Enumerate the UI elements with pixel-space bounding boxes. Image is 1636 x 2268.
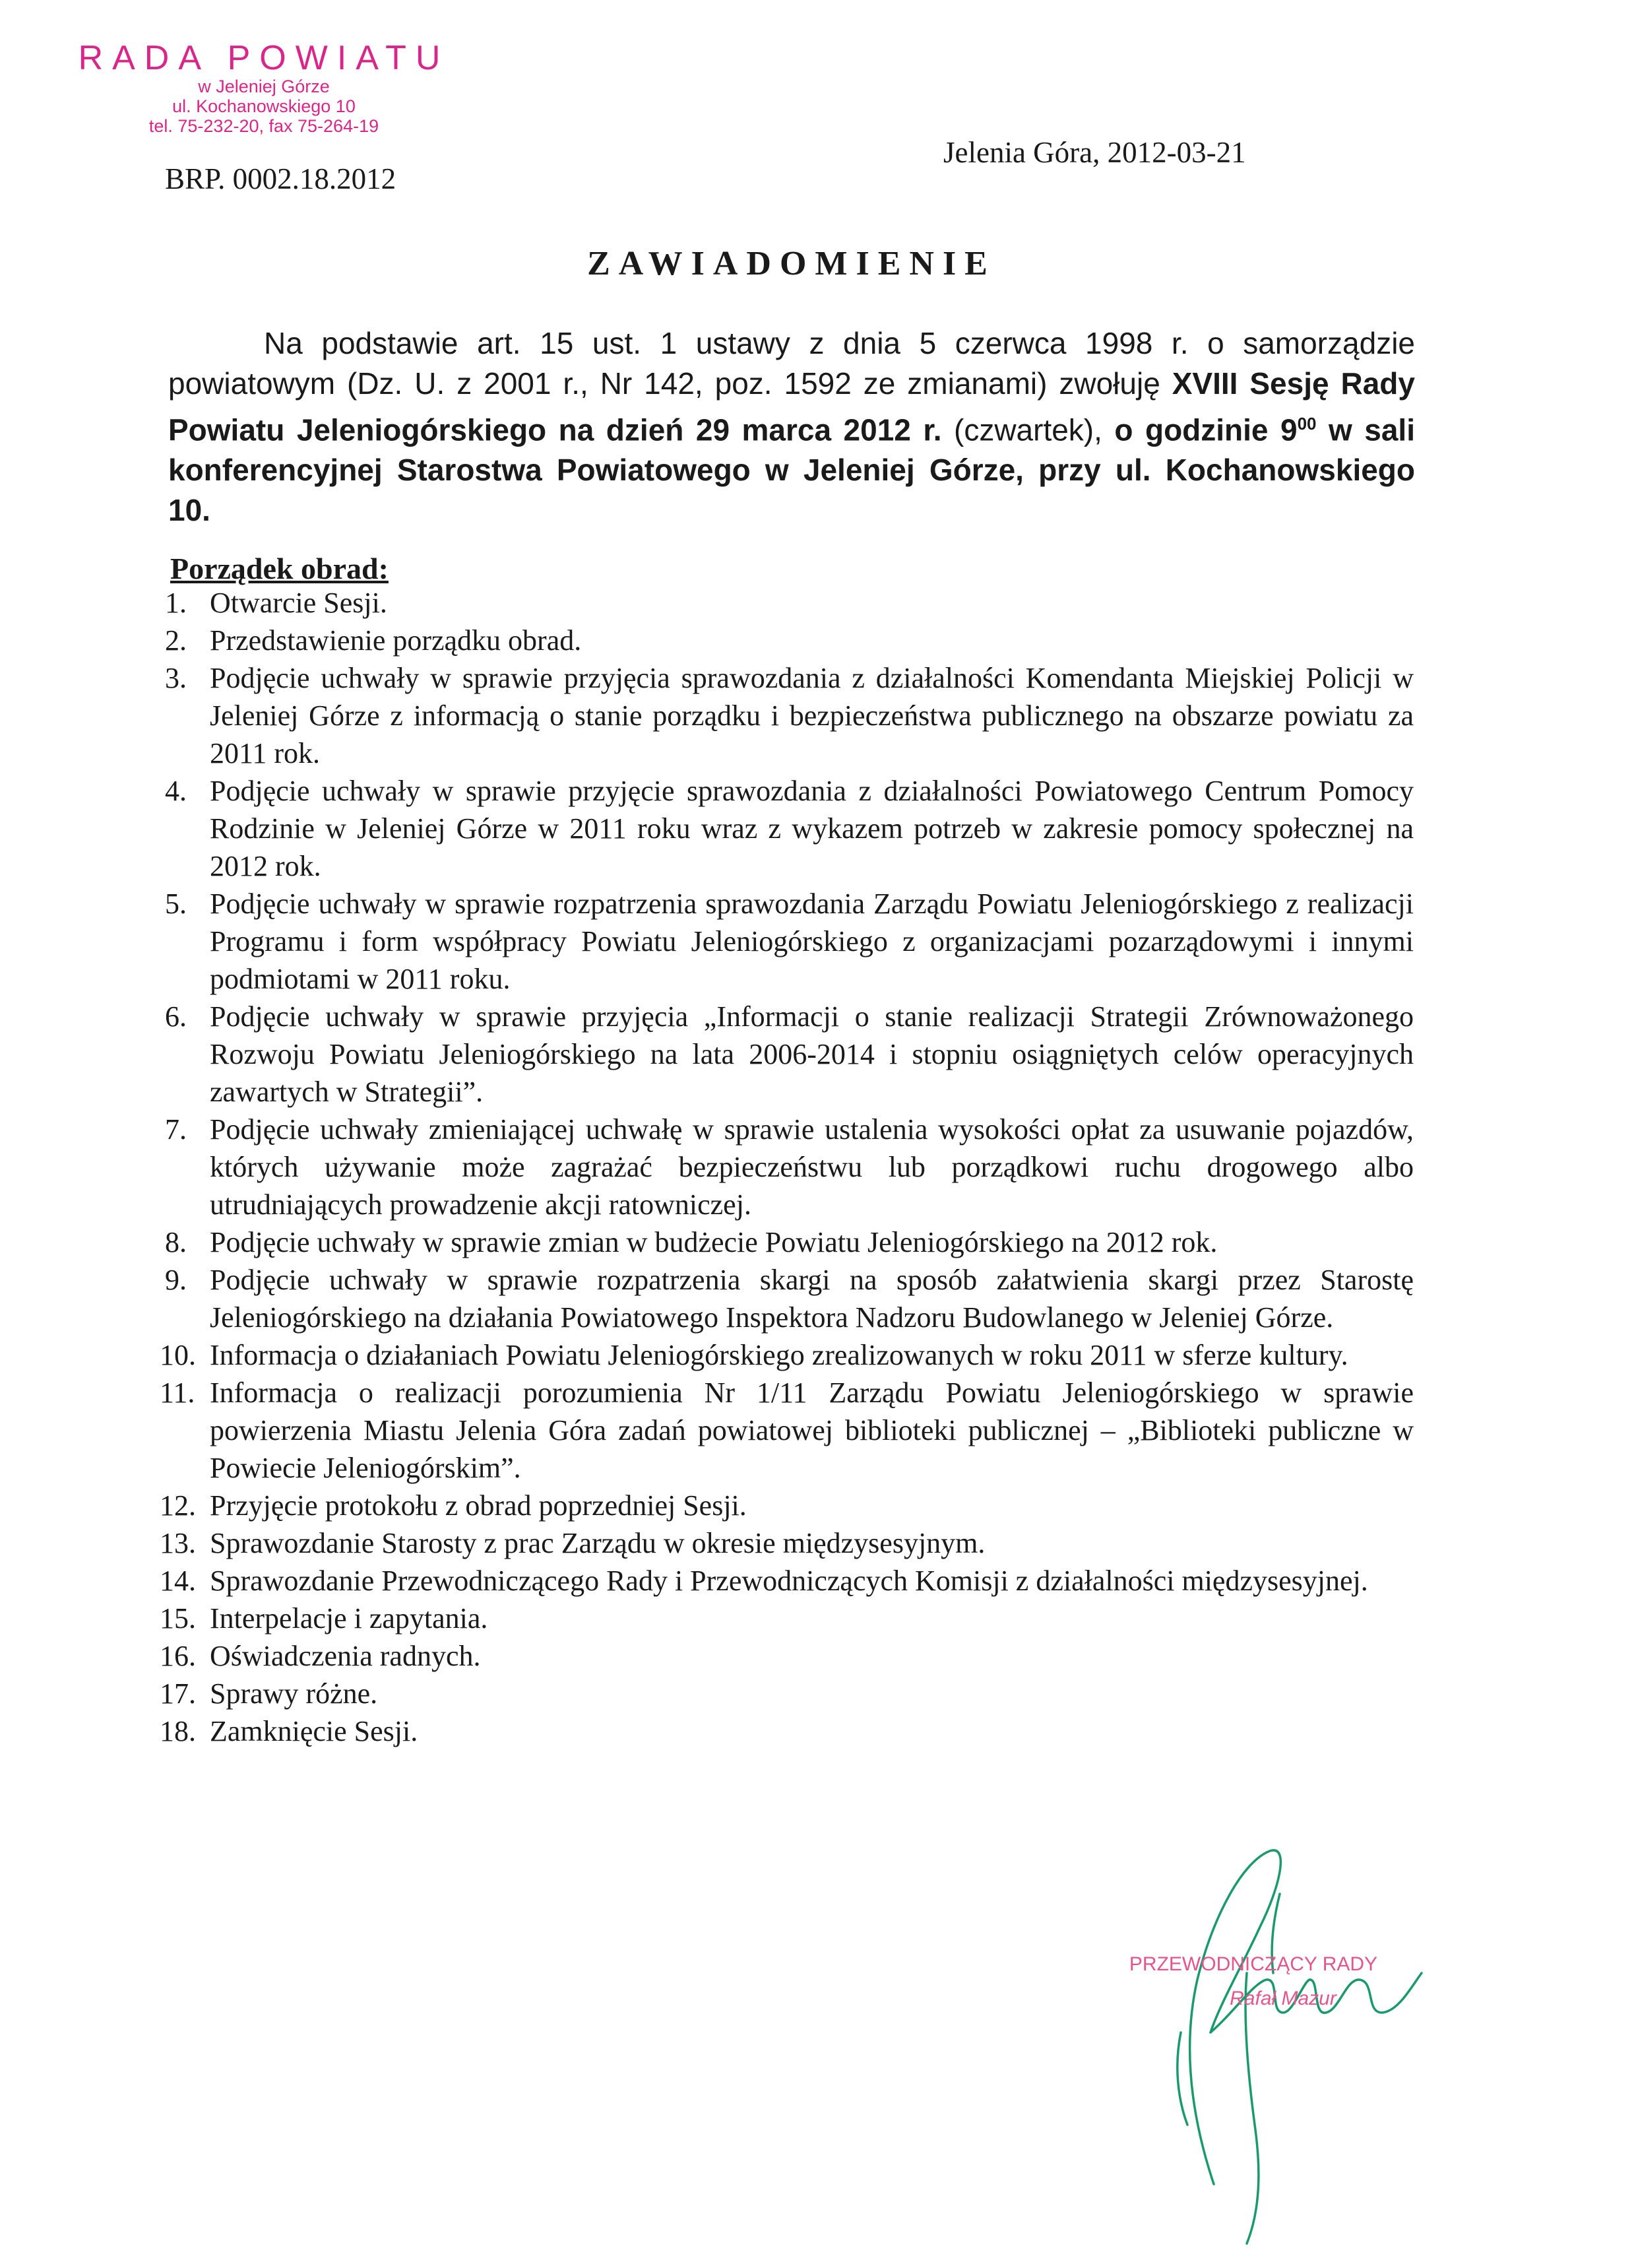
agenda-item-text: Sprawy różne. — [210, 1677, 378, 1710]
handwritten-signature — [1082, 1815, 1451, 2263]
agenda-item — [165, 772, 1414, 885]
agenda-item-number: 15. — [160, 1602, 196, 1635]
reference-number: BRP. 0002.18.2012 — [165, 162, 396, 195]
agenda-item-text: Sprawozdanie Starosty z prac Zarządu w okresie międzysesyjnym. — [210, 1527, 986, 1559]
agenda-item — [160, 1336, 1414, 1374]
chairman-stamp — [1115, 1953, 1392, 2010]
chairman-title: PRZEWODNICZĄCY RADY — [1129, 1953, 1378, 1975]
agenda-item — [160, 1524, 1414, 1562]
agenda-item — [160, 1600, 1414, 1637]
document-heading: ZAWIADOMIENIE — [587, 245, 996, 282]
agenda-item-number: 13. — [160, 1527, 196, 1559]
intro-time-minutes: 00 — [1297, 414, 1317, 434]
agenda-item-number: 4. — [165, 775, 187, 807]
agenda-item-number: 18. — [160, 1715, 196, 1747]
agenda-item — [165, 1223, 1414, 1261]
agenda-item-number: 8. — [165, 1226, 187, 1258]
agenda-item-text: Informacja o realizacji porozumienia Nr 1/11 Zarządu Powiatu Jeleniogórskiego w sprawie powierzenia Miastu Jelenia Góra zadań powiatowej biblioteki publicznej – „Biblioteki publiczne w Powiecie Jeleniogórskim”. — [210, 1377, 1414, 1484]
agenda-item-text: Przyjęcie protokołu z obrad poprzedniej Sesji. — [210, 1489, 747, 1522]
agenda-item-number: 16. — [160, 1640, 196, 1672]
agenda-item-number: 14. — [160, 1565, 196, 1597]
agenda-item-number: 10. — [160, 1339, 196, 1371]
stamp-title: RADA POWIATU — [78, 39, 450, 77]
agenda-item-text: Podjęcie uchwały w sprawie rozpatrzenia skargi na sposób załatwienia skargi przez Starostę Jeleniogórskiego na działania Powiatowego Inspektora Nadzoru Budowlanego w Jeleniej Górze. — [210, 1264, 1414, 1334]
agenda-item-text: Sprawozdanie Przewodniczącego Rady i Przewodniczących Komisji z działalności międzysesyjnej. — [210, 1565, 1368, 1597]
agenda-item-number: 1. — [165, 587, 187, 619]
agenda-item-text: Oświadczenia radnych. — [210, 1640, 481, 1672]
agenda-item-number: 5. — [165, 888, 187, 920]
agenda-item-number: 6. — [165, 1000, 187, 1033]
agenda-item — [165, 584, 1414, 622]
intro-text-2: (czwartek), — [941, 412, 1115, 447]
intro-session: XVIII Sesję Rady Powiatu Jeleniogórskiego na dzień 29 marca 2012 r. — [168, 366, 1415, 447]
stamp-phone: tel. 75-232-20, fax 75-264-19 — [148, 115, 379, 136]
agenda-item-text: Przedstawienie porządku obrad. — [210, 624, 582, 657]
intro-time: o godzinie 9 — [1114, 412, 1298, 447]
agenda-item-number: 9. — [165, 1264, 187, 1296]
agenda-item — [160, 1374, 1414, 1487]
agenda-item-text: Podjęcie uchwały zmieniającej uchwałę w sprawie ustalenia wysokości opłat za usuwanie pojazdów, których używanie może zagrażać bezpieczeństwu lub porządkowi ruchu drogowego albo utrudniających prowadzenie akcji ratowniczej. — [210, 1113, 1414, 1221]
agenda-item-number: 11. — [160, 1377, 195, 1409]
agenda-item-text: Podjęcie uchwały w sprawie zmian w budżecie Powiatu Jeleniogórskiego na 2012 rok. — [210, 1226, 1218, 1258]
intro-text-1: Na podstawie art. 15 ust. 1 ustawy z dnia 5 czerwca 1998 r. o samorządzie powiatowym (Dz. U. z 2001 r., Nr 142, poz. 1592 ze zmianami) zwołuję — [168, 326, 1415, 401]
agenda-list — [160, 584, 1414, 1750]
agenda-item-number: 7. — [165, 1113, 187, 1146]
agenda-item — [160, 1562, 1414, 1600]
agenda-item-text: Podjęcie uchwały w sprawie rozpatrzenia sprawozdania Zarządu Powiatu Jeleniogórskiego z realizacji Programu i form współpracy Powiatu Jeleniogórskiego z organizacjami pozarządowymi i innymi podmiotami w 2011 roku. — [210, 888, 1414, 995]
agenda-item-text: Interpelacje i zapytania. — [210, 1602, 488, 1635]
agenda-item-text: Podjęcie uchwały w sprawie przyjęcia sprawozdania z działalności Komendanta Miejskiej Policji w Jeleniej Górze z informacją o stanie porządku i bezpieczeństwa publicznego na obszarze powiatu za 2011 rok. — [210, 662, 1414, 769]
agenda-item — [165, 885, 1414, 998]
agenda-item — [165, 659, 1414, 772]
agenda-item-text: Informacja o działaniach Powiatu Jeleniogórskiego zrealizowanych w roku 2011 w sferze kultury. — [210, 1339, 1348, 1371]
agenda-item — [165, 1111, 1414, 1223]
council-stamp — [66, 40, 462, 136]
agenda-item — [165, 1261, 1414, 1336]
agenda-item-number: 17. — [160, 1677, 196, 1710]
stamp-city: w Jeleniej Górze — [198, 77, 330, 97]
agenda-item — [160, 1712, 1414, 1750]
agenda-item-number: 12. — [160, 1489, 196, 1522]
agenda-item-number: 2. — [165, 624, 187, 657]
agenda-title: Porządek obrad: — [170, 552, 389, 585]
agenda-item — [160, 1487, 1414, 1524]
stamp-address: ul. Kochanowskiego 10 — [172, 96, 356, 116]
agenda-item — [165, 622, 1414, 659]
agenda-item — [165, 998, 1414, 1111]
intro-venue: w sali konferencyjnej Starostwa Powiatowego w Jeleniej Górze, przy ul. Kochanowskiego 10. — [168, 412, 1415, 528]
intro-paragraph — [168, 323, 1415, 531]
agenda-item-number: 3. — [165, 662, 187, 694]
document-date: Jelenia Góra, 2012-03-21 — [943, 136, 1246, 169]
agenda-item-text: Otwarcie Sesji. — [210, 587, 387, 619]
agenda-item-text: Zamknięcie Sesji. — [210, 1715, 418, 1747]
chairman-name: Rafał Mazur — [1230, 1988, 1337, 2009]
agenda-item — [160, 1675, 1414, 1712]
agenda-item-text: Podjęcie uchwały w sprawie przyjęcie sprawozdania z działalności Powiatowego Centrum Pomocy Rodzinie w Jeleniej Górze w 2011 roku wraz z wykazem potrzeb w zakresie pomocy społecznej na 2012 rok. — [210, 775, 1414, 882]
agenda-item — [160, 1637, 1414, 1675]
agenda-item-text: Podjęcie uchwały w sprawie przyjęcia „Informacji o stanie realizacji Strategii Zrównoważonego Rozwoju Powiatu Jeleniogórskiego na lata 2006-2014 i stopniu osiągniętych celów operacyjnych zawartych w Strategii”. — [210, 1000, 1414, 1108]
